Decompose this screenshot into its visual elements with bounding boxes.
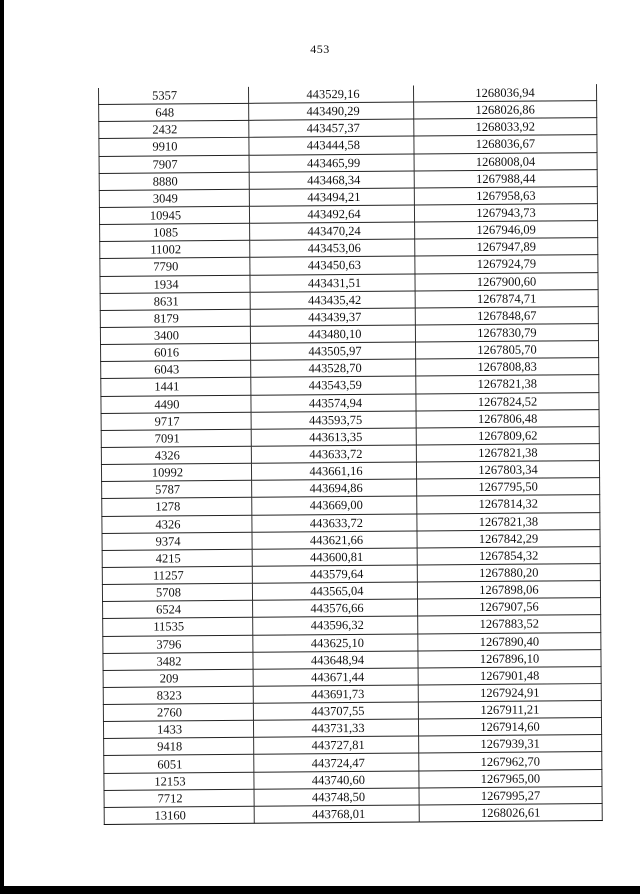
x-coordinate-cell: 443625,10 bbox=[253, 634, 418, 652]
x-coordinate-cell: 443444,58 bbox=[249, 136, 414, 154]
y-coordinate-cell: 1267824,52 bbox=[416, 392, 599, 411]
point-number-cell: 7712 bbox=[104, 789, 254, 807]
y-coordinate-cell: 1267911,21 bbox=[418, 701, 601, 720]
x-coordinate-cell: 443707,55 bbox=[253, 702, 418, 720]
x-coordinate-cell: 443470,24 bbox=[250, 222, 415, 240]
point-number-cell: 9418 bbox=[104, 738, 254, 756]
point-number-cell: 1085 bbox=[100, 223, 250, 241]
y-coordinate-cell: 1268026,86 bbox=[414, 101, 597, 120]
point-number-cell: 8323 bbox=[103, 686, 253, 704]
x-coordinate-cell: 443431,51 bbox=[250, 274, 415, 292]
point-number-cell: 8179 bbox=[100, 309, 250, 327]
y-coordinate-cell: 1267842,29 bbox=[417, 529, 600, 548]
y-coordinate-cell: 1267907,56 bbox=[418, 598, 601, 617]
x-coordinate-cell: 443494,21 bbox=[249, 188, 414, 206]
point-number-cell: 6524 bbox=[103, 601, 253, 619]
point-number-cell: 7907 bbox=[99, 155, 249, 173]
x-coordinate-cell: 443505,97 bbox=[251, 342, 416, 360]
point-number-cell: 7790 bbox=[100, 258, 250, 276]
point-number-cell: 2432 bbox=[99, 121, 249, 139]
x-coordinate-cell: 443576,66 bbox=[253, 599, 418, 617]
x-coordinate-cell: 443490,29 bbox=[249, 102, 414, 120]
x-coordinate-cell: 443457,37 bbox=[249, 119, 414, 137]
x-coordinate-cell: 443574,94 bbox=[251, 394, 416, 412]
y-coordinate-cell: 1267943,73 bbox=[414, 204, 597, 223]
x-coordinate-cell: 443724,47 bbox=[254, 753, 419, 771]
y-coordinate-cell: 1267809,62 bbox=[416, 426, 599, 445]
y-coordinate-cell: 1267995,27 bbox=[419, 786, 602, 805]
y-coordinate-cell: 1267814,32 bbox=[417, 495, 600, 514]
point-number-cell: 10992 bbox=[101, 463, 251, 481]
x-coordinate-cell: 443740,60 bbox=[254, 771, 419, 789]
x-coordinate-cell: 443565,04 bbox=[252, 582, 417, 600]
y-coordinate-cell: 1268026,61 bbox=[419, 803, 602, 822]
x-coordinate-cell: 443450,63 bbox=[250, 256, 415, 274]
y-coordinate-cell: 1267883,52 bbox=[418, 615, 601, 634]
y-coordinate-cell: 1267795,50 bbox=[417, 478, 600, 497]
y-coordinate-cell: 1267901,48 bbox=[418, 666, 601, 685]
y-coordinate-cell: 1267924,91 bbox=[418, 683, 601, 702]
x-coordinate-cell: 443480,10 bbox=[250, 325, 415, 343]
x-coordinate-cell: 443596,32 bbox=[253, 616, 418, 634]
y-coordinate-cell: 1267830,79 bbox=[415, 324, 598, 343]
x-coordinate-cell: 443621,66 bbox=[252, 531, 417, 549]
point-number-cell: 1441 bbox=[101, 378, 251, 396]
point-number-cell: 9717 bbox=[101, 412, 251, 430]
point-number-cell: 4326 bbox=[101, 446, 251, 464]
point-number-cell: 11535 bbox=[103, 618, 253, 636]
x-coordinate-cell: 443633,72 bbox=[252, 514, 417, 532]
point-number-cell: 1934 bbox=[100, 275, 250, 293]
point-number-cell: 6016 bbox=[101, 343, 251, 361]
point-number-cell: 4490 bbox=[101, 395, 251, 413]
y-coordinate-cell: 1267890,40 bbox=[418, 632, 601, 651]
y-coordinate-cell: 1268036,67 bbox=[414, 135, 597, 154]
x-coordinate-cell: 443671,44 bbox=[253, 668, 418, 686]
coordinates-table-body bbox=[98, 84, 602, 824]
y-coordinate-cell: 1267988,44 bbox=[414, 169, 597, 188]
x-coordinate-cell: 443727,81 bbox=[254, 736, 419, 754]
y-coordinate-cell: 1267898,06 bbox=[417, 581, 600, 600]
y-coordinate-cell: 1267805,70 bbox=[416, 341, 599, 360]
point-number-cell: 1278 bbox=[102, 498, 252, 516]
x-coordinate-cell: 443731,33 bbox=[253, 719, 418, 737]
y-coordinate-cell: 1267965,00 bbox=[419, 769, 602, 788]
x-coordinate-cell: 443669,00 bbox=[252, 496, 417, 514]
page-number: 453 bbox=[310, 42, 330, 56]
x-coordinate-cell: 443465,99 bbox=[249, 154, 414, 172]
point-number-cell: 8631 bbox=[100, 292, 250, 310]
x-coordinate-cell: 443648,94 bbox=[253, 651, 418, 669]
y-coordinate-cell: 1267962,70 bbox=[419, 752, 602, 771]
scan-edge-left bbox=[0, 0, 4, 894]
x-coordinate-cell: 443529,16 bbox=[248, 86, 413, 104]
y-coordinate-cell: 1267900,60 bbox=[415, 272, 598, 291]
y-coordinate-cell: 1267896,10 bbox=[418, 649, 601, 668]
y-coordinate-cell: 1268036,94 bbox=[413, 84, 596, 102]
y-coordinate-cell: 1267880,20 bbox=[417, 564, 600, 583]
y-coordinate-cell: 1268008,04 bbox=[414, 152, 597, 171]
point-number-cell: 4326 bbox=[102, 515, 252, 533]
x-coordinate-cell: 443691,73 bbox=[253, 685, 418, 703]
point-number-cell: 9374 bbox=[102, 532, 252, 550]
x-coordinate-cell: 443435,42 bbox=[250, 291, 415, 309]
x-coordinate-cell: 443468,34 bbox=[249, 171, 414, 189]
x-coordinate-cell: 443593,75 bbox=[251, 411, 416, 429]
x-coordinate-cell: 443633,72 bbox=[251, 445, 416, 463]
y-coordinate-cell: 1267947,89 bbox=[415, 238, 598, 257]
x-coordinate-cell: 443579,64 bbox=[252, 565, 417, 583]
y-coordinate-cell: 1267821,38 bbox=[416, 444, 599, 463]
point-number-cell: 8880 bbox=[99, 172, 249, 190]
point-number-cell: 3796 bbox=[103, 635, 253, 653]
point-number-cell: 209 bbox=[103, 669, 253, 687]
scan-edge-bottom bbox=[0, 886, 640, 894]
point-number-cell: 9910 bbox=[99, 138, 249, 156]
y-coordinate-cell: 1267958,63 bbox=[414, 186, 597, 205]
point-number-cell: 10945 bbox=[99, 206, 249, 224]
x-coordinate-cell: 443543,59 bbox=[251, 376, 416, 394]
x-coordinate-cell: 443613,35 bbox=[251, 428, 416, 446]
point-number-cell: 3482 bbox=[103, 652, 253, 670]
point-number-cell: 7091 bbox=[101, 429, 251, 447]
x-coordinate-cell: 443528,70 bbox=[251, 359, 416, 377]
point-number-cell: 3400 bbox=[100, 326, 250, 344]
point-number-cell: 648 bbox=[99, 103, 249, 121]
y-coordinate-cell: 1267874,71 bbox=[415, 289, 598, 308]
point-number-cell: 5357 bbox=[98, 87, 248, 105]
y-coordinate-cell: 1267924,79 bbox=[415, 255, 598, 274]
y-coordinate-cell: 1267808,83 bbox=[416, 358, 599, 377]
point-number-cell: 12153 bbox=[104, 772, 254, 790]
point-number-cell: 6043 bbox=[101, 361, 251, 379]
point-number-cell: 4215 bbox=[102, 549, 252, 567]
y-coordinate-cell: 1267803,34 bbox=[416, 461, 599, 480]
y-coordinate-cell: 1267806,48 bbox=[416, 409, 599, 428]
point-number-cell: 5708 bbox=[102, 583, 252, 601]
table-row bbox=[104, 803, 602, 824]
x-coordinate-cell: 443439,37 bbox=[250, 308, 415, 326]
point-number-cell: 5787 bbox=[102, 481, 252, 499]
x-coordinate-cell: 443768,01 bbox=[254, 805, 419, 823]
point-number-cell: 6051 bbox=[104, 755, 254, 773]
x-coordinate-cell: 443453,06 bbox=[250, 239, 415, 257]
coordinates-table bbox=[98, 84, 603, 825]
y-coordinate-cell: 1267914,60 bbox=[418, 718, 601, 737]
y-coordinate-cell: 1267848,67 bbox=[415, 306, 598, 325]
point-number-cell: 11257 bbox=[102, 566, 252, 584]
x-coordinate-cell: 443661,16 bbox=[251, 462, 416, 480]
x-coordinate-cell: 443694,86 bbox=[252, 479, 417, 497]
y-coordinate-cell: 1267821,38 bbox=[416, 375, 599, 394]
y-coordinate-cell: 1268033,92 bbox=[414, 118, 597, 137]
y-coordinate-cell: 1267854,32 bbox=[417, 546, 600, 565]
point-number-cell: 2760 bbox=[103, 703, 253, 721]
y-coordinate-cell: 1267946,09 bbox=[415, 221, 598, 240]
y-coordinate-cell: 1267939,31 bbox=[419, 735, 602, 754]
x-coordinate-cell: 443600,81 bbox=[252, 548, 417, 566]
x-coordinate-cell: 443492,64 bbox=[249, 205, 414, 223]
x-coordinate-cell: 443748,50 bbox=[254, 788, 419, 806]
point-number-cell: 3049 bbox=[99, 189, 249, 207]
point-number-cell: 13160 bbox=[104, 806, 254, 824]
point-number-cell: 11002 bbox=[100, 241, 250, 259]
y-coordinate-cell: 1267821,38 bbox=[417, 512, 600, 531]
point-number-cell: 1433 bbox=[103, 721, 253, 739]
